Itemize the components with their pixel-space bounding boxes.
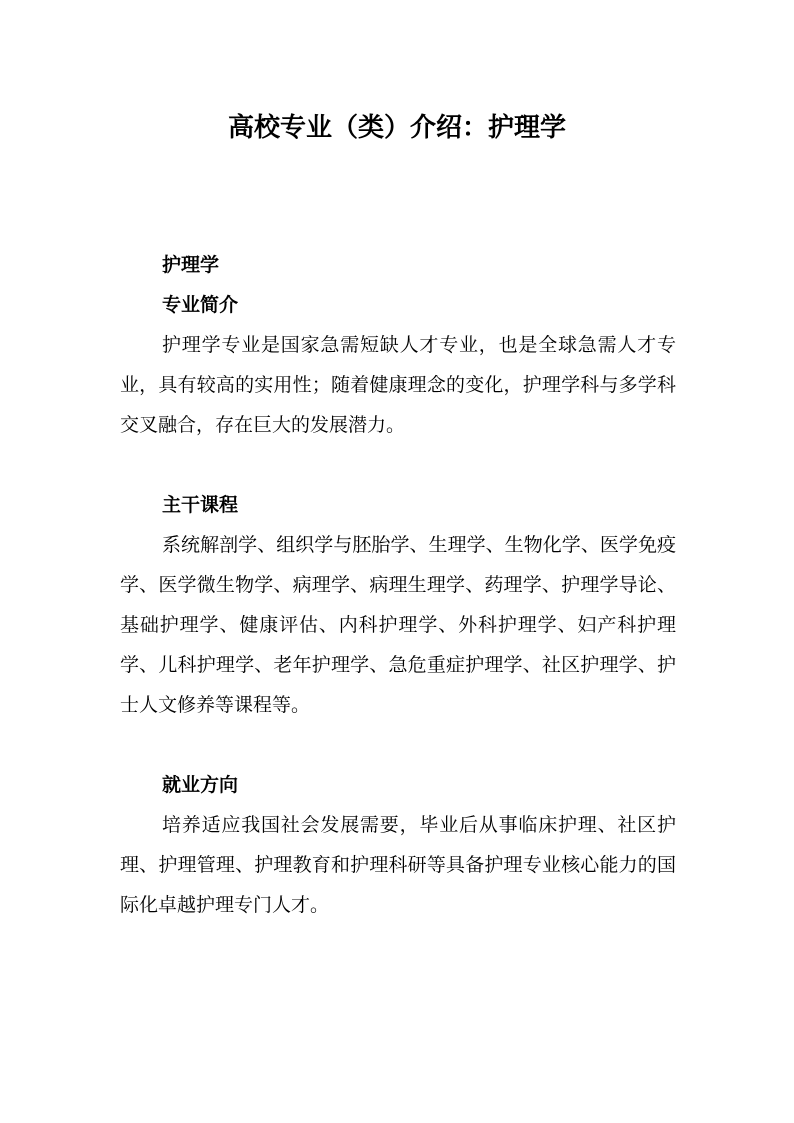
major-name-heading: 护理学 — [162, 254, 220, 276]
section-spacer — [120, 445, 676, 485]
section-heading-intro: 专业简介 — [162, 294, 239, 316]
section-spacer — [120, 725, 676, 765]
page-title: 高校专业（类）介绍：护理学 — [227, 113, 566, 143]
section-text-intro: 护理学专业是国家急需短缺人才专业，也是全球急需人才专业，具有较高的实用性；随着健康理念的变化，护理学科与多学科交叉融合，存在巨大的发展潜力。 — [120, 334, 676, 436]
section-text-courses: 系统解剖学、组织学与胚胎学、生理学、生物化学、医学免疫学、医学微生物学、病理学、病理生理学、药理学、护理学导论、基础护理学、健康评估、内科护理学、外科护理学、妇产科护理学、儿科护理学、老年护理学、急危重症护理学、社区护理学、护士人文修养等课程等。 — [120, 534, 676, 716]
section-heading-courses: 主干课程 — [162, 494, 239, 516]
section-text-careers: 培养适应我国社会发展需要，毕业后从事临床护理、社区护理、护理管理、护理教育和护理科研等具备护理专业核心能力的国际化卓越护理专门人才。 — [120, 814, 676, 916]
section-heading-careers: 就业方向 — [162, 774, 239, 796]
document-body — [120, 245, 676, 925]
